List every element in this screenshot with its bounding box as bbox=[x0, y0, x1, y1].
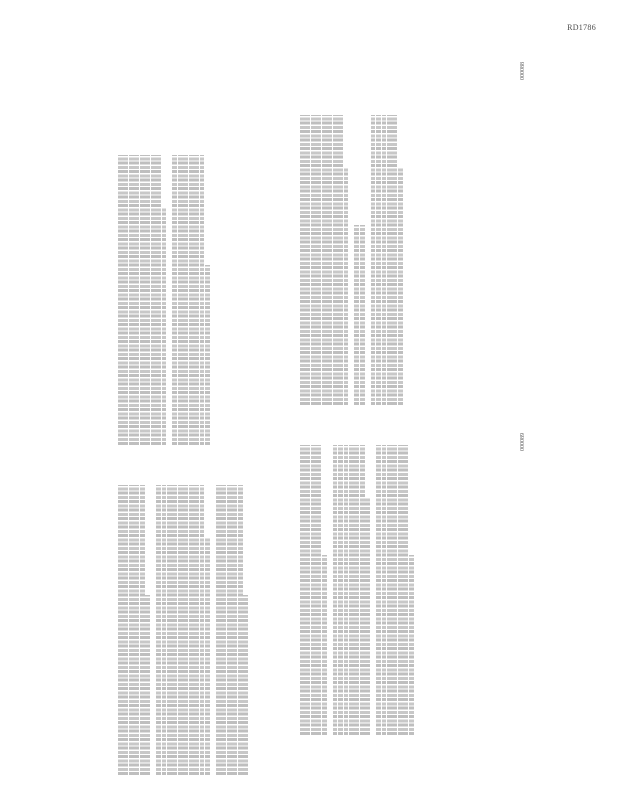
document-id: RD1786 bbox=[567, 23, 596, 32]
left-page-column bbox=[118, 485, 254, 775]
paragraph bbox=[118, 485, 150, 775]
footnote-marker bbox=[354, 115, 364, 405]
right-page-column bbox=[300, 445, 420, 735]
right-page bbox=[300, 67, 370, 735]
right-page-column bbox=[300, 115, 409, 405]
paragraph bbox=[118, 155, 166, 445]
footnote bbox=[371, 115, 403, 405]
paragraph bbox=[300, 445, 327, 735]
paragraph bbox=[156, 485, 210, 775]
paragraph bbox=[333, 445, 371, 735]
page-number-left: 000089 bbox=[520, 433, 526, 451]
left-page-column bbox=[118, 155, 216, 445]
paragraph bbox=[172, 155, 210, 445]
page-number-right: 000088 bbox=[520, 62, 526, 80]
paragraph bbox=[216, 485, 248, 775]
left-page bbox=[118, 107, 186, 775]
paragraph bbox=[376, 445, 414, 735]
paragraph bbox=[300, 115, 348, 405]
